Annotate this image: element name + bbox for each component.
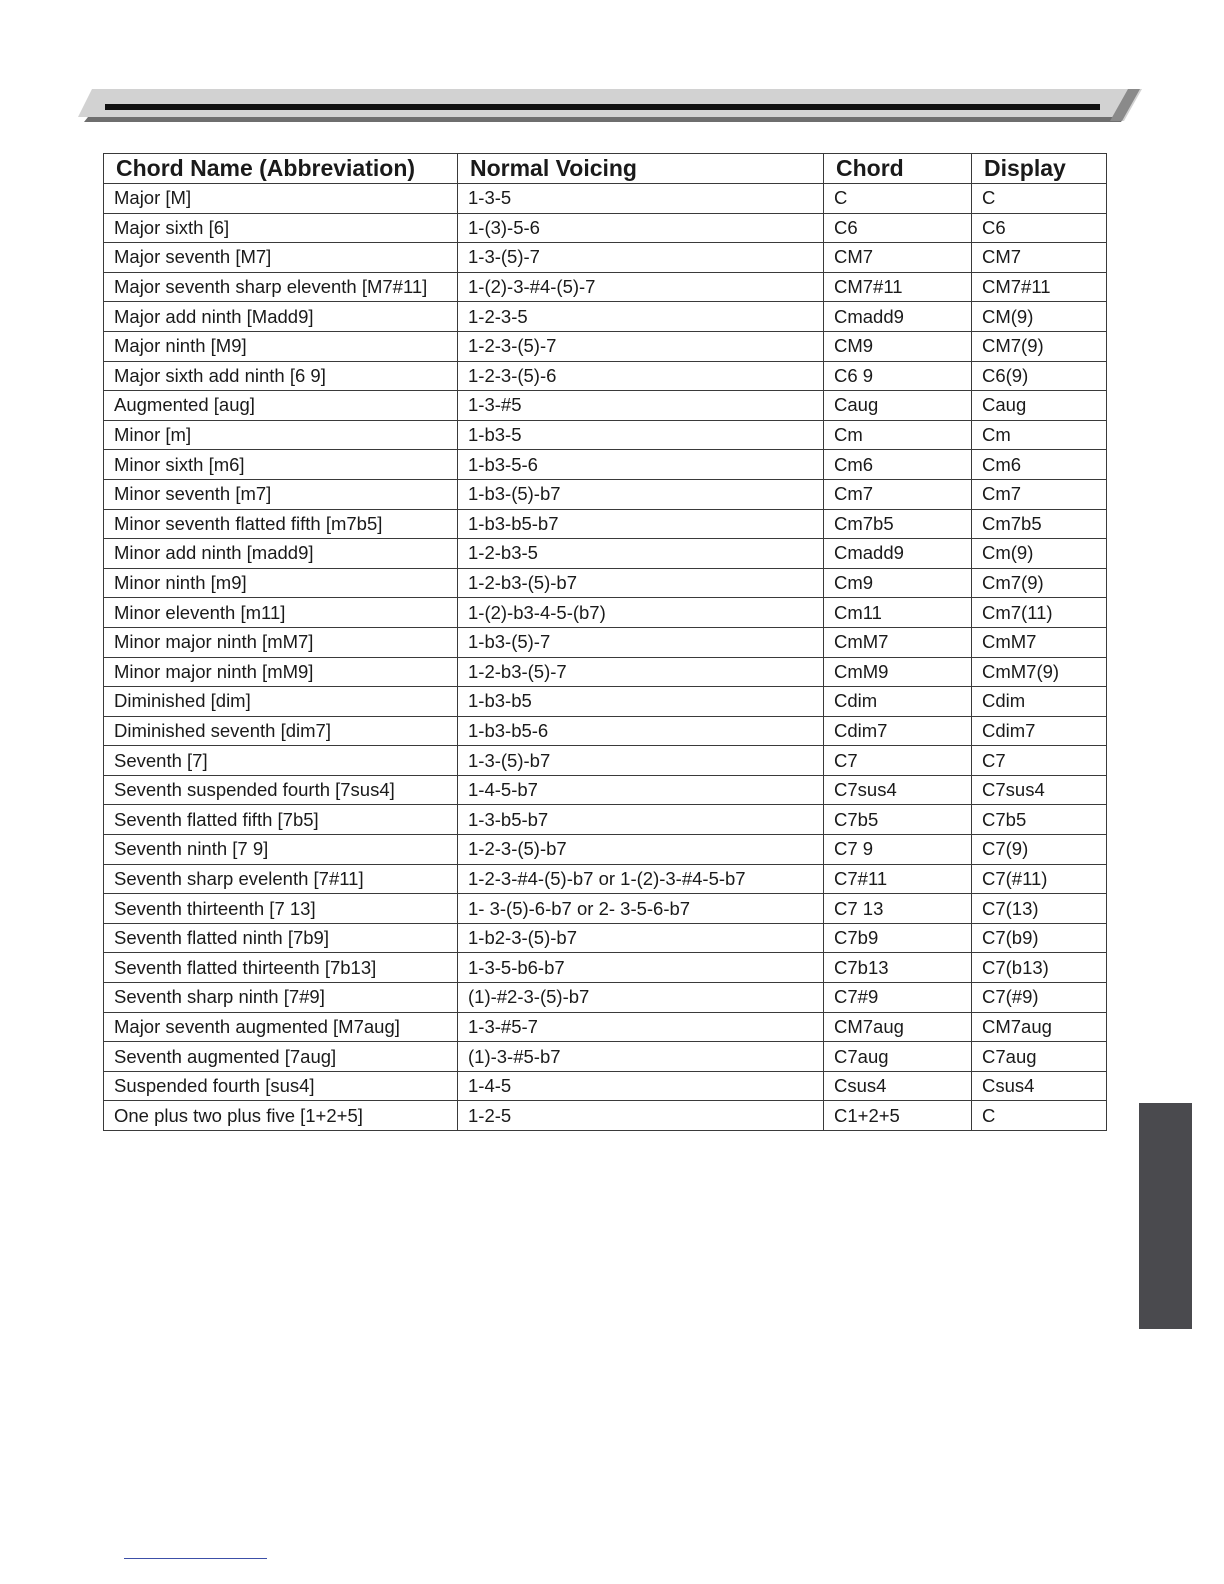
chord-cell: Caug xyxy=(824,391,972,421)
display-cell: C7(9) xyxy=(972,835,1107,865)
normal-voicing-cell: 1- 3-(5)-6-b7 or 2- 3-5-6-b7 xyxy=(458,894,824,924)
display-cell: C7(b13) xyxy=(972,953,1107,983)
display-cell: C7sus4 xyxy=(972,775,1107,805)
chord-name-cell: Seventh sharp ninth [7#9] xyxy=(104,983,458,1013)
footer-line xyxy=(124,1558,267,1559)
chord-name-cell: Minor [m] xyxy=(104,420,458,450)
table-row xyxy=(104,302,1107,332)
chord-cell: C7 13 xyxy=(824,894,972,924)
chord-name-cell: Seventh thirteenth [7 13] xyxy=(104,894,458,924)
normal-voicing-cell: 1-2-5 xyxy=(458,1101,824,1131)
display-cell: Cdim7 xyxy=(972,716,1107,746)
table-row xyxy=(104,1101,1107,1131)
normal-voicing-cell: 1-2-3-(5)-b7 xyxy=(458,835,824,865)
table-row xyxy=(104,953,1107,983)
table-row xyxy=(104,805,1107,835)
header-display: Display xyxy=(972,154,1107,184)
normal-voicing-cell: (1)-#2-3-(5)-b7 xyxy=(458,983,824,1013)
table-row xyxy=(104,835,1107,865)
chord-name-cell: Minor major ninth [mM9] xyxy=(104,657,458,687)
display-cell: Cm7(11) xyxy=(972,598,1107,628)
table-row xyxy=(104,864,1107,894)
chord-cell: CmM9 xyxy=(824,657,972,687)
chord-name-cell: Minor seventh flatted fifth [m7b5] xyxy=(104,509,458,539)
chord-name-cell: Diminished [dim] xyxy=(104,687,458,717)
chord-name-cell: Major seventh sharp eleventh [M7#11] xyxy=(104,272,458,302)
chord-name-cell: Minor eleventh [m11] xyxy=(104,598,458,628)
display-cell: CM7 xyxy=(972,243,1107,273)
chord-cell: C6 9 xyxy=(824,361,972,391)
normal-voicing-cell: 1-(3)-5-6 xyxy=(458,213,824,243)
chord-name-cell: Minor add ninth [madd9] xyxy=(104,539,458,569)
normal-voicing-cell: 1-2-3-5 xyxy=(458,302,824,332)
chord-cell: C7#9 xyxy=(824,983,972,1013)
chord-name-cell: Minor sixth [m6] xyxy=(104,450,458,480)
header-normal-voicing: Normal Voicing xyxy=(458,154,824,184)
chord-name-cell: Suspended fourth [sus4] xyxy=(104,1071,458,1101)
chord-cell: C6 xyxy=(824,213,972,243)
normal-voicing-cell: 1-2-b3-5 xyxy=(458,539,824,569)
display-cell: CM(9) xyxy=(972,302,1107,332)
normal-voicing-cell: (1)-3-#5-b7 xyxy=(458,1042,824,1072)
table-body xyxy=(104,184,1107,1131)
chord-name-cell: Major seventh [M7] xyxy=(104,243,458,273)
chord-cell: CmM7 xyxy=(824,627,972,657)
header-chord-name: Chord Name (Abbreviation) xyxy=(104,154,458,184)
chord-cell: Cm9 xyxy=(824,568,972,598)
chord-name-cell: Major sixth add ninth [6 9] xyxy=(104,361,458,391)
table-row xyxy=(104,539,1107,569)
chord-cell: C7b13 xyxy=(824,953,972,983)
normal-voicing-cell: 1-3-b5-b7 xyxy=(458,805,824,835)
normal-voicing-cell: 1-2-b3-(5)-b7 xyxy=(458,568,824,598)
chord-name-cell: Major [M] xyxy=(104,184,458,214)
chord-name-cell: Seventh flatted thirteenth [7b13] xyxy=(104,953,458,983)
chord-cell: CM7 xyxy=(824,243,972,273)
chord-name-cell: Minor seventh [m7] xyxy=(104,479,458,509)
chord-cell: C7aug xyxy=(824,1042,972,1072)
table-row xyxy=(104,391,1107,421)
chord-cell: CM9 xyxy=(824,331,972,361)
chord-cell: C7 9 xyxy=(824,835,972,865)
normal-voicing-cell: 1-3-5-b6-b7 xyxy=(458,953,824,983)
table-row xyxy=(104,716,1107,746)
display-cell: Cm(9) xyxy=(972,539,1107,569)
normal-voicing-cell: 1-2-b3-(5)-7 xyxy=(458,657,824,687)
normal-voicing-cell: 1-4-5-b7 xyxy=(458,775,824,805)
table-row xyxy=(104,746,1107,776)
chord-cell: Cm11 xyxy=(824,598,972,628)
chord-cell: C xyxy=(824,184,972,214)
normal-voicing-cell: 1-b3-5-6 xyxy=(458,450,824,480)
display-cell: C xyxy=(972,184,1107,214)
table-header-row xyxy=(104,154,1107,184)
normal-voicing-cell: 1-4-5 xyxy=(458,1071,824,1101)
table-row xyxy=(104,213,1107,243)
chord-name-cell: Augmented [aug] xyxy=(104,391,458,421)
chord-cell: CM7aug xyxy=(824,1012,972,1042)
display-cell: CM7#11 xyxy=(972,272,1107,302)
table-row xyxy=(104,184,1107,214)
chord-cell: C7#11 xyxy=(824,864,972,894)
table-row xyxy=(104,1042,1107,1072)
normal-voicing-cell: 1-3-5 xyxy=(458,184,824,214)
chord-name-cell: Major sixth [6] xyxy=(104,213,458,243)
chord-cell: Cdim xyxy=(824,687,972,717)
chord-cell: Cm6 xyxy=(824,450,972,480)
chord-name-cell: Diminished seventh [dim7] xyxy=(104,716,458,746)
header-banner-graphic xyxy=(78,89,1142,125)
normal-voicing-cell: 1-3-(5)-b7 xyxy=(458,746,824,776)
chord-name-cell: Seventh flatted fifth [7b5] xyxy=(104,805,458,835)
normal-voicing-cell: 1-3-#5 xyxy=(458,391,824,421)
header-chord: Chord xyxy=(824,154,972,184)
normal-voicing-cell: 1-b3-b5-6 xyxy=(458,716,824,746)
table-row xyxy=(104,331,1107,361)
display-cell: C7b5 xyxy=(972,805,1107,835)
chord-name-cell: One plus two plus five [1+2+5] xyxy=(104,1101,458,1131)
display-cell: C xyxy=(972,1101,1107,1131)
chord-name-cell: Seventh suspended fourth [7sus4] xyxy=(104,775,458,805)
chord-cell: Cm xyxy=(824,420,972,450)
normal-voicing-cell: 1-b3-5 xyxy=(458,420,824,450)
chord-cell: Cmadd9 xyxy=(824,539,972,569)
table-row xyxy=(104,598,1107,628)
header-banner xyxy=(78,89,1142,125)
normal-voicing-cell: 1-(2)-b3-4-5-(b7) xyxy=(458,598,824,628)
chord-cell: Cm7 xyxy=(824,479,972,509)
chord-name-cell: Seventh [7] xyxy=(104,746,458,776)
display-cell: CmM7 xyxy=(972,627,1107,657)
display-cell: C6(9) xyxy=(972,361,1107,391)
display-cell: Cm7(9) xyxy=(972,568,1107,598)
chord-name-cell: Minor ninth [m9] xyxy=(104,568,458,598)
display-cell: Cm7 xyxy=(972,479,1107,509)
chord-cell: C7b9 xyxy=(824,923,972,953)
chord-name-cell: Minor major ninth [mM7] xyxy=(104,627,458,657)
table-row xyxy=(104,923,1107,953)
normal-voicing-cell: 1-b3-(5)-7 xyxy=(458,627,824,657)
table-row xyxy=(104,983,1107,1013)
display-cell: C7(b9) xyxy=(972,923,1107,953)
normal-voicing-cell: 1-3-(5)-7 xyxy=(458,243,824,273)
table-row xyxy=(104,1071,1107,1101)
display-cell: Caug xyxy=(972,391,1107,421)
chord-name-cell: Seventh sharp evelenth [7#11] xyxy=(104,864,458,894)
table-row xyxy=(104,509,1107,539)
display-cell: C7(#11) xyxy=(972,864,1107,894)
display-cell: Csus4 xyxy=(972,1071,1107,1101)
table-row xyxy=(104,361,1107,391)
chord-cell: CM7#11 xyxy=(824,272,972,302)
chord-cell: C1+2+5 xyxy=(824,1101,972,1131)
display-cell: C7(#9) xyxy=(972,983,1107,1013)
normal-voicing-cell: 1-b3-b5-b7 xyxy=(458,509,824,539)
chord-name-cell: Seventh flatted ninth [7b9] xyxy=(104,923,458,953)
normal-voicing-cell: 1-b3-b5 xyxy=(458,687,824,717)
display-cell: C7aug xyxy=(972,1042,1107,1072)
chord-cell: Csus4 xyxy=(824,1071,972,1101)
normal-voicing-cell: 1-2-3-(5)-6 xyxy=(458,361,824,391)
table-row xyxy=(104,687,1107,717)
table-row xyxy=(104,450,1107,480)
table-row xyxy=(104,272,1107,302)
display-cell: C7 xyxy=(972,746,1107,776)
chord-cell: C7sus4 xyxy=(824,775,972,805)
table-row xyxy=(104,1012,1107,1042)
display-cell: C7(13) xyxy=(972,894,1107,924)
display-cell: Cm6 xyxy=(972,450,1107,480)
table-row xyxy=(104,420,1107,450)
chord-name-cell: Seventh augmented [7aug] xyxy=(104,1042,458,1072)
table-row xyxy=(104,775,1107,805)
display-cell: Cdim xyxy=(972,687,1107,717)
chord-name-cell: Seventh ninth [7 9] xyxy=(104,835,458,865)
table-row xyxy=(104,627,1107,657)
display-cell: Cm xyxy=(972,420,1107,450)
normal-voicing-cell: 1-2-3-(5)-7 xyxy=(458,331,824,361)
display-cell: CmM7(9) xyxy=(972,657,1107,687)
table-row xyxy=(104,479,1107,509)
chord-name-cell: Major ninth [M9] xyxy=(104,331,458,361)
normal-voicing-cell: 1-2-3-#4-(5)-b7 or 1-(2)-3-#4-5-b7 xyxy=(458,864,824,894)
normal-voicing-cell: 1-b3-(5)-b7 xyxy=(458,479,824,509)
chord-cell: Cmadd9 xyxy=(824,302,972,332)
chord-cell: Cm7b5 xyxy=(824,509,972,539)
chord-table xyxy=(103,153,1107,1131)
chord-cell: Cdim7 xyxy=(824,716,972,746)
table-row xyxy=(104,568,1107,598)
normal-voicing-cell: 1-b2-3-(5)-b7 xyxy=(458,923,824,953)
normal-voicing-cell: 1-(2)-3-#4-(5)-7 xyxy=(458,272,824,302)
chord-name-cell: Major add ninth [Madd9] xyxy=(104,302,458,332)
display-cell: CM7(9) xyxy=(972,331,1107,361)
chord-cell: C7b5 xyxy=(824,805,972,835)
section-side-tab xyxy=(1139,1103,1192,1329)
display-cell: Cm7b5 xyxy=(972,509,1107,539)
chord-cell: C7 xyxy=(824,746,972,776)
display-cell: CM7aug xyxy=(972,1012,1107,1042)
normal-voicing-cell: 1-3-#5-7 xyxy=(458,1012,824,1042)
display-cell: C6 xyxy=(972,213,1107,243)
chord-name-cell: Major seventh augmented [M7aug] xyxy=(104,1012,458,1042)
table-row xyxy=(104,894,1107,924)
table-row xyxy=(104,657,1107,687)
table-row xyxy=(104,243,1107,273)
